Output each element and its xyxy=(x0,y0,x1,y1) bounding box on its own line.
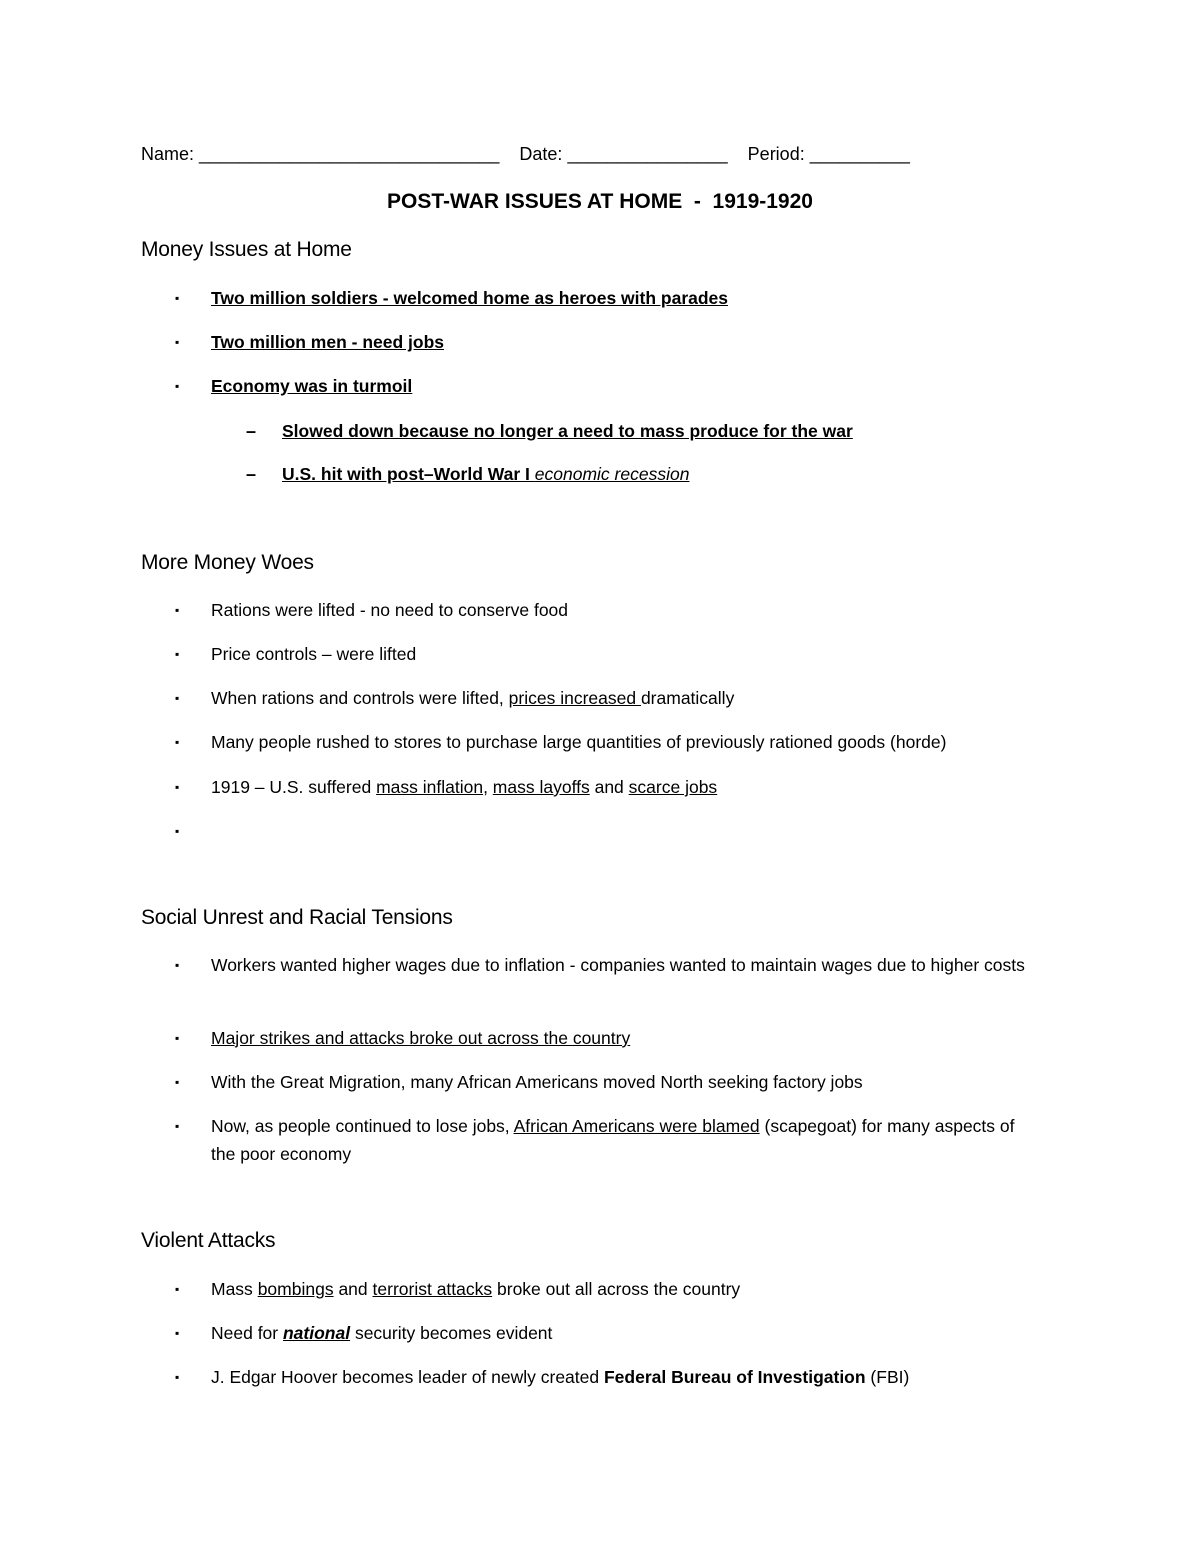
section-heading-social-unrest: Social Unrest and Racial Tensions xyxy=(141,906,453,929)
list-item: Mass bombings and terrorist attacks broke out all across the country xyxy=(211,1279,741,1299)
date-label: Date: xyxy=(519,144,563,164)
period-blank: __________ xyxy=(809,144,910,164)
bullet-icon: ▪ xyxy=(175,335,180,349)
date-blank: ________________ xyxy=(567,144,728,164)
list-item: With the Great Migration, many African Americans moved North seeking factory jobs xyxy=(211,1072,863,1092)
bullet-icon: ▪ xyxy=(175,1075,180,1089)
list-item: Rations were lifted - no need to conserve food xyxy=(211,600,569,620)
list-item: Major strikes and attacks broke out across the country xyxy=(211,1028,631,1048)
bullet-icon: ▪ xyxy=(175,1282,180,1296)
page-title: POST-WAR ISSUES AT HOME - 1919-1920 xyxy=(387,190,813,213)
name-label: Name: xyxy=(141,144,195,164)
period-label: Period: xyxy=(747,144,805,164)
list-item: Many people rushed to stores to purchase large quantities of previously rationed goods (horde) xyxy=(211,732,947,752)
list-item: J. Edgar Hoover becomes leader of newly created Federal Bureau of Investigation (FBI) xyxy=(211,1367,910,1387)
list-item: Price controls – were lifted xyxy=(211,644,417,664)
list-item: 1919 – U.S. suffered mass inflation, mass layoffs and scarce jobs xyxy=(211,777,718,797)
bullet-icon: ▪ xyxy=(175,735,180,749)
bullet-icon: ▪ xyxy=(175,603,180,617)
dash-bullet-icon: – xyxy=(246,464,257,484)
list-item: Economy was in turmoil xyxy=(211,376,413,396)
bullet-icon: ▪ xyxy=(175,1326,180,1340)
sub-list-item: Slowed down because no longer a need to mass produce for the war xyxy=(282,421,853,441)
bullet-icon: ▪ xyxy=(175,824,180,838)
bullet-icon: ▪ xyxy=(175,691,180,705)
bullet-icon: ▪ xyxy=(175,1031,180,1045)
list-item: Workers wanted higher wages due to inflation - companies wanted to maintain wages due to higher costs xyxy=(211,955,1025,975)
section-heading-more-money-woes: More Money Woes xyxy=(141,551,314,574)
sub-list-item: U.S. hit with post–World War I economic recession xyxy=(282,464,690,484)
section-heading-violent-attacks: Violent Attacks xyxy=(141,1229,276,1252)
section-heading-money-issues: Money Issues at Home xyxy=(141,238,352,261)
list-item: Two million soldiers - welcomed home as heroes with parades xyxy=(211,288,729,308)
bullet-icon: ▪ xyxy=(175,291,180,305)
bullet-icon: ▪ xyxy=(175,1119,180,1133)
bullet-icon: ▪ xyxy=(175,647,180,661)
name-blank: ______________________________ xyxy=(199,144,500,164)
list-item: Now, as people continued to lose jobs, African Americans were blamed (scapegoat) for many aspects of the poor economy xyxy=(211,1116,1015,1164)
list-item: Two million men - need jobs xyxy=(211,332,445,352)
list-item: When rations and controls were lifted, prices increased dramatically xyxy=(211,688,735,708)
dash-bullet-icon: – xyxy=(246,421,257,441)
bullet-icon: ▪ xyxy=(175,379,180,393)
bullet-icon: ▪ xyxy=(175,780,180,794)
header-fields xyxy=(141,144,1061,165)
bullet-icon: ▪ xyxy=(175,958,180,972)
bullet-icon: ▪ xyxy=(175,1370,180,1384)
list-item: Need for national security becomes evident xyxy=(211,1323,553,1343)
